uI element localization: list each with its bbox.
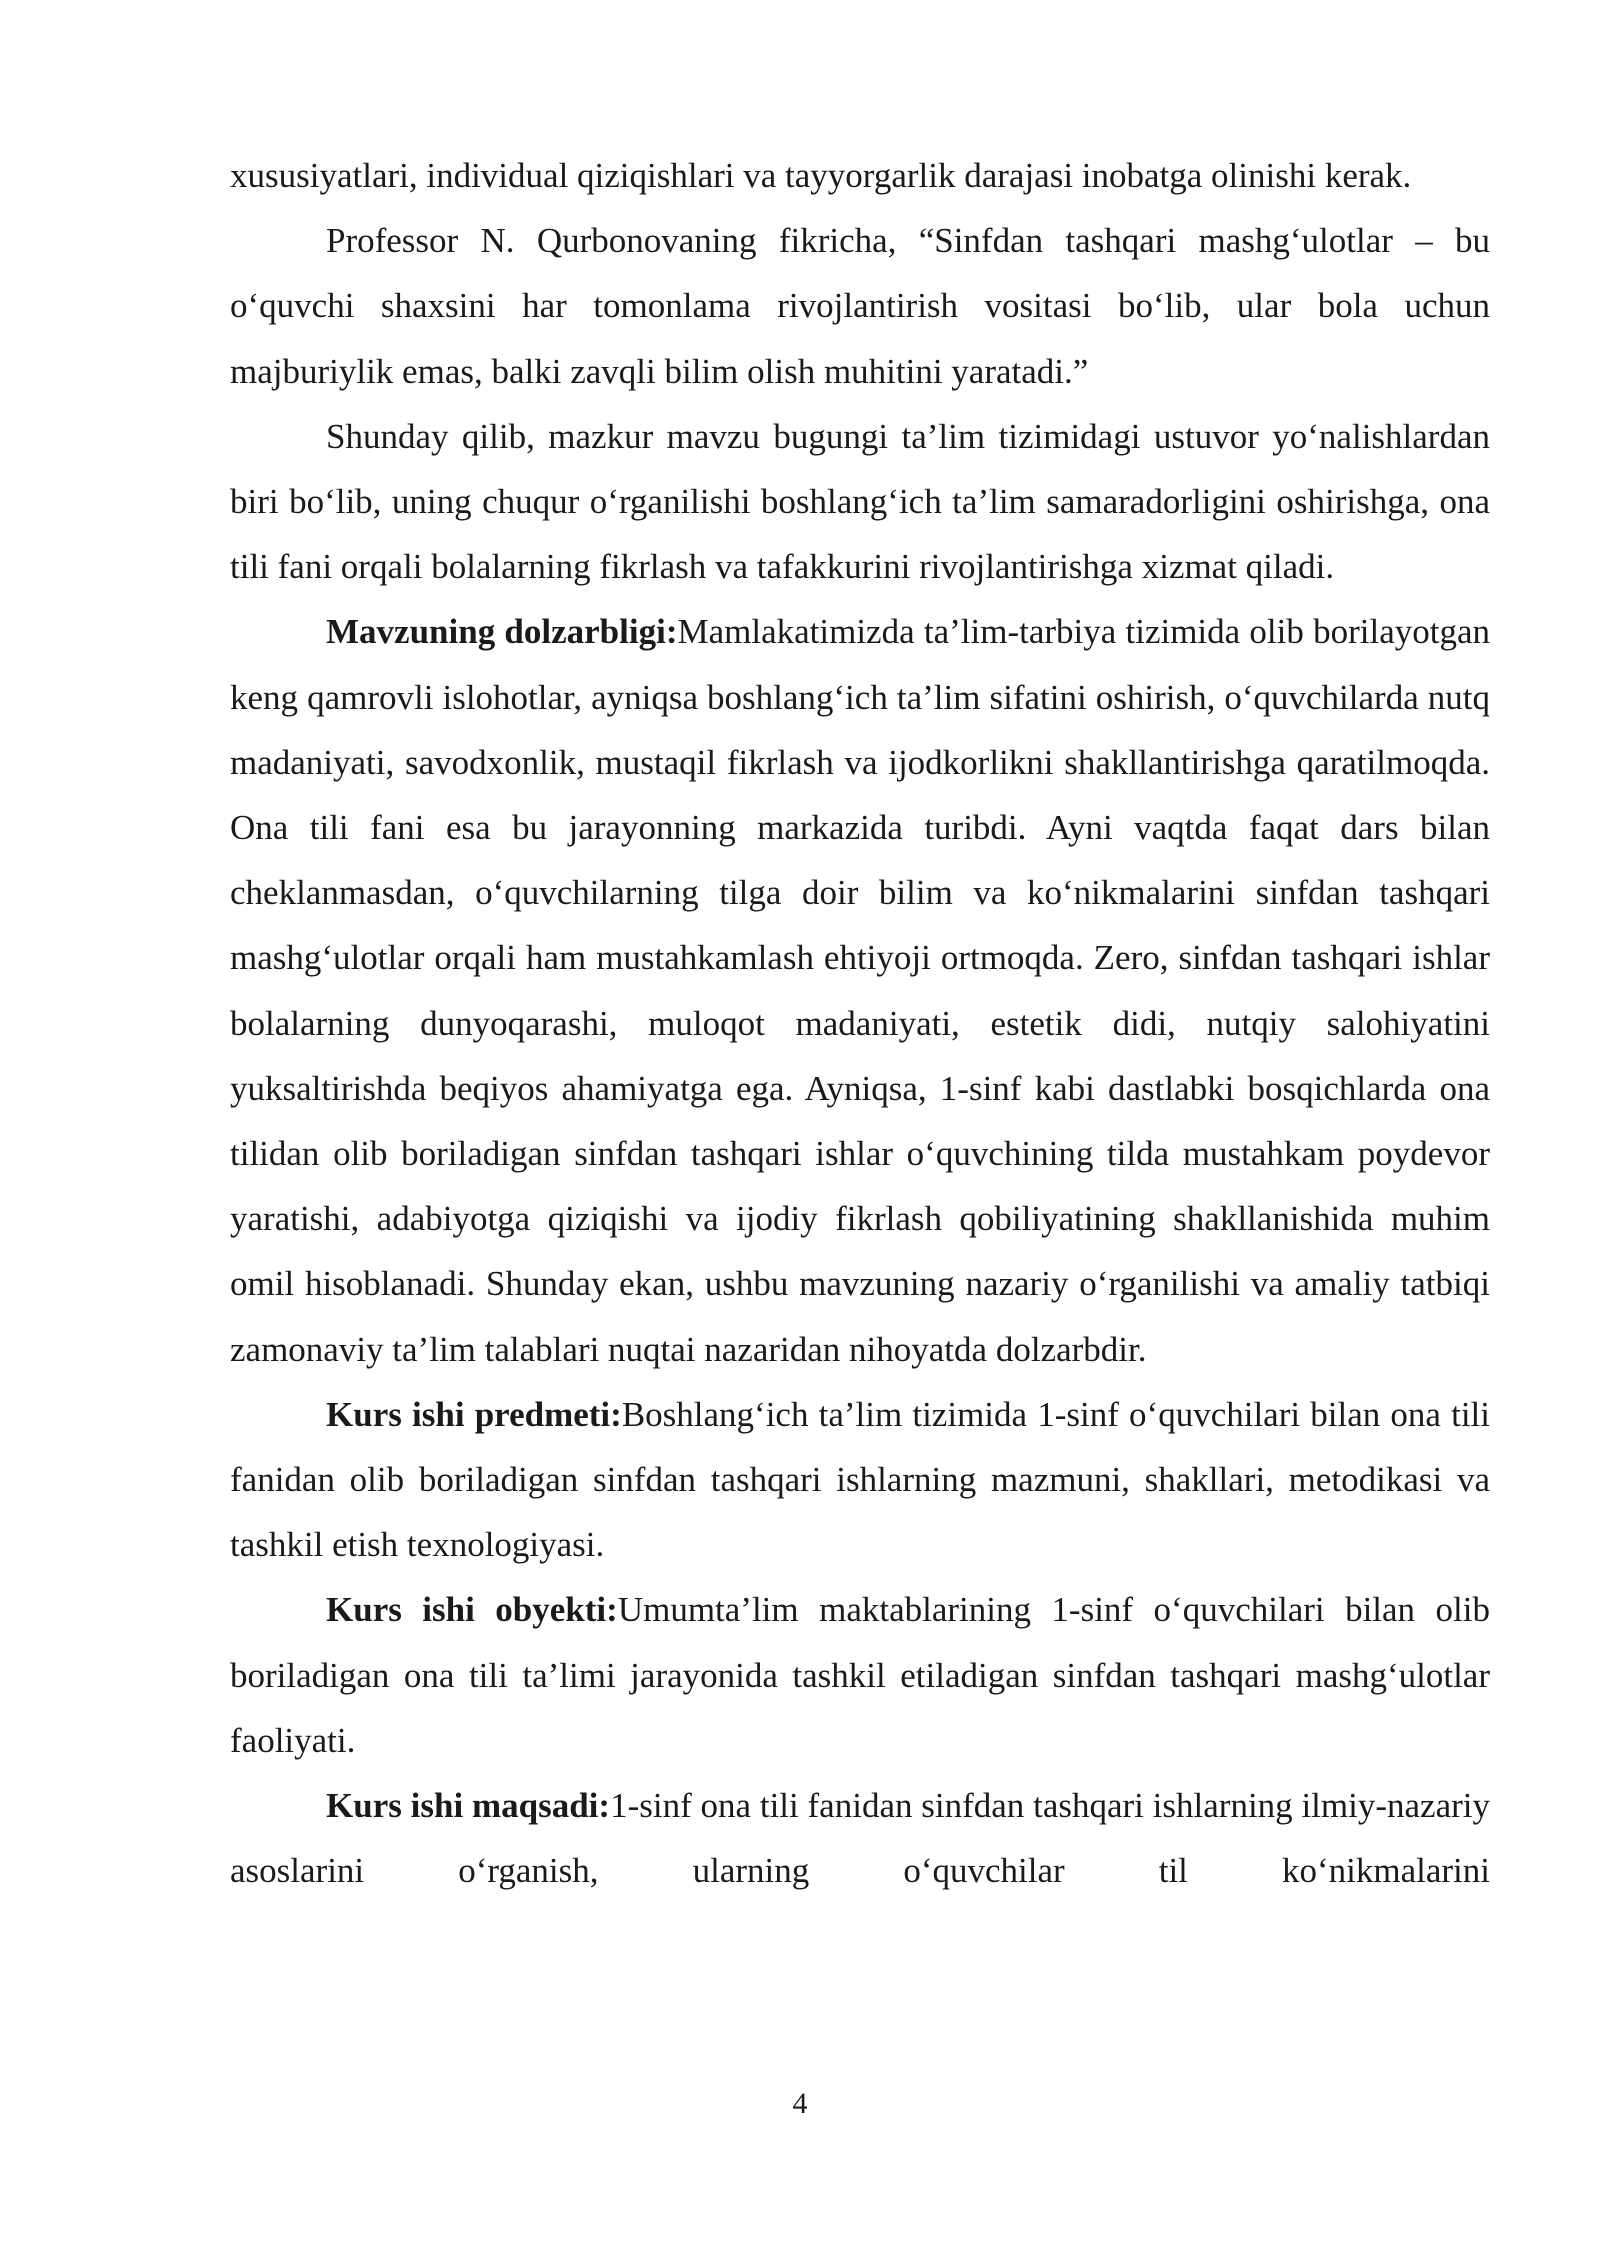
subject-label: Kurs ishi predmeti: [326,1394,622,1434]
object-label: Kurs ishi obyekti: [326,1590,618,1630]
object-text: Umumta’lim maktablarining 1-sinf o‘quvchilari bilan olib boriladigan ona tili ta’limi jarayonida tashkil etiladigan sinfdan tashqari mashg‘ulotlar faoliyati. [230,1590,1490,1760]
goal-text: 1-sinf ona tili fanidan sinfdan tashqari ishlarning ilmiy-nazariy asoslarini o‘rganish, ularning o‘quvchilar til ko‘nikmalarini [230,1786,1490,1891]
paragraph-continuation: xususiyatlari, individual qiziqishlari va tayyorgarlik darajasi inobatga olinishi kerak. [230,156,1412,195]
goal-label: Kurs ishi maqsadi: [326,1786,611,1826]
document-page [230,143,1490,1903]
paragraph-subject [230,1382,1490,1578]
subject-text: Boshlang‘ich ta’lim tizimida 1-sinf o‘quvchilari bilan ona tili fanidan olib boriladigan sinfdan tashqari ishlarning mazmuni, shakllari, metodikasi va tashkil etish texnologiyasi. [230,1394,1490,1565]
paragraph-professor-quote: Professor N. Qurbonovaning fikricha, “Sinfdan tashqari mashg‘ulotlar – bu o‘quvchi shaxsini har tomonlama rivojlantirish vositasi bo‘lib, ular bola uchun majburiylik emas, balki zavqli bilim olish muhitini yaratadi.” [230,221,1490,391]
page-number: 4 [792,2087,808,2120]
paragraph-conclusion: Shunday qilib, mazkur mavzu bugungi ta’lim tizimidagi ustuvor yo‘nalishlardan biri bo‘lib, uning chuqur o‘rganilishi boshlang‘ich ta’lim samaradorligini oshirishga, ona tili fani orqali bolalarning fikrlash va tafakkurini rivojlantirishga xizmat qiladi. [230,416,1490,587]
paragraph-relevance [230,599,1490,1381]
paragraph-object [230,1577,1490,1773]
relevance-text: Mamlakatimizda ta’lim-tarbiya tizimida olib borilayotgan keng qamrovli islohotlar, ayniqsa boshlang‘ich ta’lim sifatini oshirish, o‘quvchilarda nutq madaniyati, savodxonlik, mustaqil fikrlash va ijodkorlikni shakllantirishga qaratilmoqda. Ona tili fani esa bu jarayonning markazida turibdi. Ayni vaqtda faqat dars bilan cheklanmasdan, o‘quvchilarning tilga doir bilim va ko‘nikmalarini sinfdan tashqari mashg‘ulotlar orqali ham mustahkamlash ehtiyoji ortmoqda. Zero, sinfdan tashqari ishlar bolalarning dunyoqarashi, muloqot madaniyati, estetik didi, nutqiy salohiyatini yuksaltirishda beqiyos ahamiyatga ega. Ayniqsa, 1-sinf kabi dastlabki bosqichlarda ona tilidan olib boriladigan sinfdan tashqari ishlar o‘quvchining tilda mustahkam poydevor yaratishi, adabiyotga qiziqishi va ijodiy fikrlash qobiliyatining shakllanishida muhim omil hisoblanadi. Shunday ekan, ushbu mavzuning nazariy o‘rganilishi va amaliy tatbiqi zamonaviy ta’lim talablari nuqtai nazaridan nihoyatda dolzarbdir. [230,612,1490,1369]
relevance-label: Mavzuning dolzarbligi: [326,612,678,652]
paragraph-goal [230,1773,1490,1903]
